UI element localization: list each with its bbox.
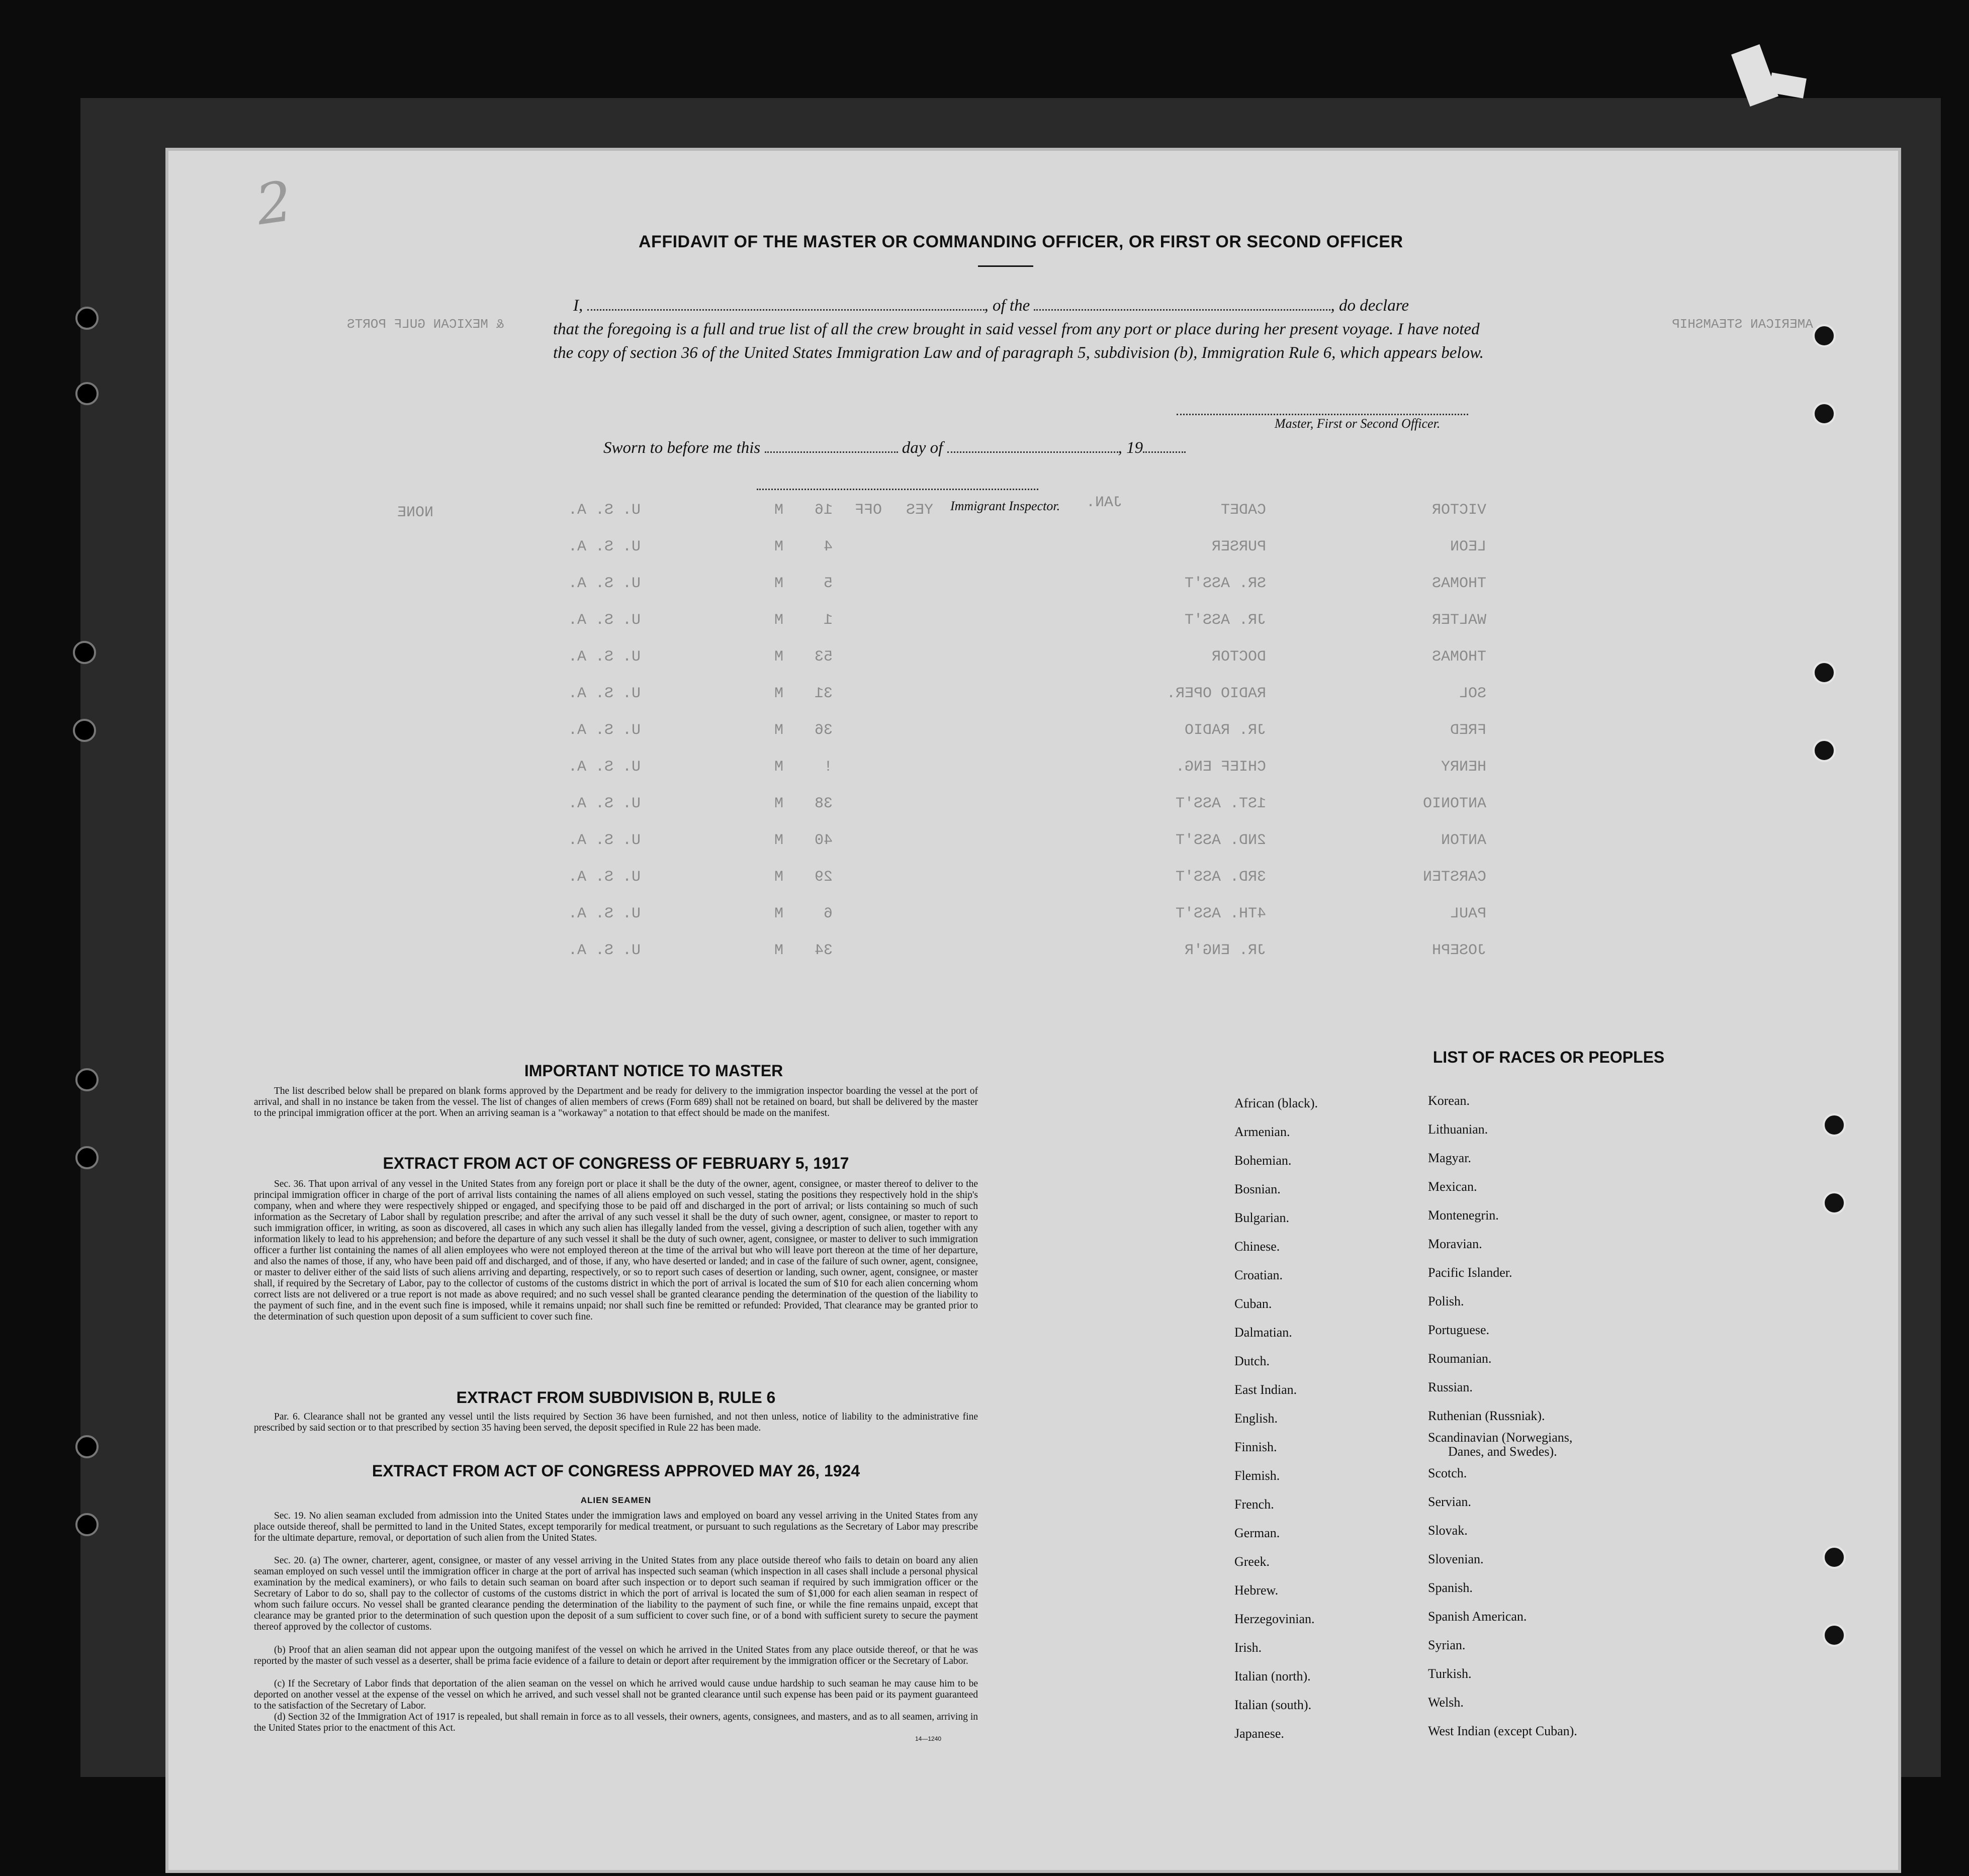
binder-hole [75,382,99,405]
affidavit-line-1 [553,294,1498,318]
race-item: Finnish. [1234,1440,1277,1454]
race-item: Ruthenian (Russniak). [1428,1409,1545,1423]
affidavit-of-the: , of the [984,297,1030,315]
binder-hole [75,307,99,330]
bleed-through-ship-date: JAN. [1086,494,1123,511]
race-item: Scandinavian (Norwegians, [1428,1430,1573,1445]
binder-hole [1813,402,1836,425]
alien-seamen-subtitle: ALIEN SEAMEN [580,1495,652,1505]
binder-hole [75,1146,99,1169]
races-list-title: LIST OF RACES OR PEOPLES [1433,1048,1665,1066]
binder-hole [1813,324,1836,347]
affidavit-do-declare: , do declare [1330,297,1409,315]
race-item: Russian. [1428,1380,1473,1394]
important-notice-text: The list described below shall be prepared on blank forms approved by the Department and be ready for delivery to the immigration inspector boarding the vessel at the port of arrival, and shall in no instance be taken from the vessel. The list of changes of alien members of crews (Form 689) shall not be retained on board, but shall be delivered by the master to the principal immigration officer at the port. When an arriving seaman is a "workaway" a notation to that effect should be made on the manifest. [254,1086,978,1118]
race-item: Korean. [1428,1093,1470,1108]
inspector-signature-line[interactable] [757,489,1038,490]
affidavit-i: I, [573,297,583,315]
race-item: Polish. [1428,1294,1464,1308]
title-underline [978,265,1033,267]
race-item: Bohemian. [1234,1153,1292,1168]
sworn-year-field[interactable] [1143,436,1186,453]
binder-hole [1823,1546,1846,1569]
race-item: Syrian. [1428,1638,1466,1652]
race-item: Montenegrin. [1428,1208,1499,1223]
binder-hole [73,641,96,664]
race-item: Portuguese. [1428,1323,1490,1337]
sworn-statement [603,436,1186,457]
race-item: Bulgarian. [1234,1210,1290,1225]
race-item: Flemish. [1234,1468,1280,1483]
race-item: Italian (north). [1234,1669,1311,1683]
race-item: Italian (south). [1234,1698,1312,1712]
race-item: Scotch. [1428,1466,1467,1480]
binder-hole [1823,1624,1846,1647]
sworn-day-field[interactable] [765,436,898,453]
race-item: Turkish. [1428,1666,1472,1681]
race-item: Mexican. [1428,1179,1477,1194]
extract-1924-sec20c: (c) If the Secretary of Labor finds that deportation of the alien seaman on the vessel on which he arrived would cause undue hardship to such seaman he may cause him to be deported on another vessel at the expense of the vessel on which he arrived, and such vessel shall not be granted clearance until such expense has been paid or its payment guaranteed to the satisfaction of the Secretary of Labor. [254,1678,978,1711]
extract-1924-sec19: Sec. 19. No alien seaman excluded from admission into the United States under the immigration laws and employed on board any vessel arriving in the United States from any place outside thereof, shall be permitted to land in the United States, except temporarily for medical treatment, or pursuant to such regulations as the Secretary of Labor may prescribe for the ultimate departure, removal, or deportation of such alien from the United States. [254,1511,978,1543]
bleed-through-age-column: 16 4 5 1 53 31 36 ! 38 40 29 6 34 [815,502,833,959]
sworn-text-a: Sworn to before me this [603,439,761,457]
race-item: Lithuanian. [1428,1122,1488,1137]
race-item: Irish. [1234,1640,1262,1655]
master-signature-label: Master, First or Second Officer. [1275,416,1441,431]
extract-1917-text: Sec. 36. That upon arrival of any vessel in the United States from any foreign port or place it shall be the duty of the owner, agent, consignee, or master thereof to deliver to the principal immigration officer in charge of the port of arrival lists containing the names of all aliens employed on such vessel, stating the positions they respectively hold in the ship's company, when and where they were respectively shipped or engaged, and specifying those to be paid off and discharged in the port of arrival; or lists containing so much of such information as the Secretary of Labor shall by regulation prescribe; and after the arrival of any such vessel it shall be the duty of such owner, agent, consignee, or master to report to such immigration officer, in writing, as soon as discovered, all cases in which any such alien has illegally landed from the vessel, giving a description of such alien, together with any information likely to lead to his apprehension; and before the departure of any such vessel it shall be the duty of such owner, agent, consignee, or master to deliver to such immigration officer a further list containing the names of all alien employees who were not employed thereon at the time of the arrival but who will leave port thereon at the time of her departure, and also the names of those, if any, who have been paid off and discharged, and of those, if any, who have deserted or landed; and in case of the failure of such owner, agent, consignee, or master to deliver either of the said lists of such aliens arriving and departing, respectively, or so to report such cases of desertion or landing, such owner, agent, consignee, or master shall, if required by the Secretary of Labor, pay to the collector of customs of the customs district in which the port of arrival is located the sum of $10 for each alien concerning whom correct lists are not delivered or a true report is not made as above required; and no such vessel shall be granted clearance pending the determination of the question of the liability to the payment of such fine, and in the event such fine is imposed, while it remains unpaid; nor shall such fine be remitted or refunded: Provided, That clearance may be granted prior to the determination of such question upon deposit of a sum sufficient to cover such fine. [254,1179,978,1322]
extract-rule6-title: EXTRACT FROM SUBDIVISION B, RULE 6 [456,1388,776,1406]
race-item: African (black). [1234,1096,1318,1110]
race-item: Croatian. [1234,1268,1283,1282]
extract-1917-title: EXTRACT FROM ACT OF CONGRESS OF FEBRUARY 5, 1917 [383,1154,849,1172]
sworn-text-c: , 19 [1118,439,1143,457]
extract-1924-sec20a: Sec. 20. (a) The owner, charterer, agent, consignee, or master of any vessel arriving in the United States from any place outside thereof who fails to detain on board any alien seaman employed on such vessel until the immigration officer in charge at the port of arrival has inspected such seaman (which inspection in all cases shall include a personal physical examination by the medical examiners), or who fails to detain such seaman on board after such inspection or to deport such seaman if required by such immigration officer or the Secretary of Labor to do so, shall pay to the collector of customs of the customs district in which the port of arrival is located the sum of $1,000 for each alien seaman in respect of whom such failure occurs. No vessel shall be granted clearance pending the determination of the liability to the payment of such fine, or while the fine remains unpaid, except that clearance may be granted prior to the determination of such question upon the deposit of a sum sufficient to cover such fine, or of a bond with sufficient surety to secure the payment thereof approved by the collector of customs. [254,1555,978,1632]
race-item: East Indian. [1234,1382,1297,1397]
handwritten-page-number: 2 [252,168,296,238]
bleed-through-nationality-column: U. S. A. U. S. A. U. S. A. U. S. A. U. S. A. U. S. A. U. S. A. U. S. A. U. S. A. U. S. A. U. S. A. U. S. A. U. S. A. [568,502,641,959]
race-item: Slovenian. [1428,1552,1484,1566]
affidavit-title: AFFIDAVIT OF THE MASTER OR COMMANDING OFFICER, OR FIRST OR SECOND OFFICER [639,232,1403,251]
extract-1924-sec20d: (d) Section 32 of the Immigration Act of 1917 is repealed, but shall remain in force as to all vessels, their owners, agents, consignees, and masters, and as to all seamen, arriving in the United States prior to the enactment of this Act. [254,1712,978,1733]
race-item: Roumanian. [1428,1351,1492,1366]
race-item: Moravian. [1428,1237,1482,1251]
binder-hole [1813,739,1836,762]
race-item: German. [1234,1526,1280,1540]
bleed-through-position-column: CADET PURSER SR. ASS'T JR. ASS'T DOCTOR RADIO OPER. JR. RADIO CHIEF ENG. 1ST. ASS'T 2ND. ASS'T 3RD. ASS'T 4TH. ASS'T JR. ENG'R [1167,502,1267,959]
binder-hole [75,1435,99,1458]
race-item: Cuban. [1234,1296,1272,1311]
binder-hole [73,719,96,742]
bleed-through-remarks: NONE [397,504,434,521]
bleed-through-header: AMERICAN STEAMSHIP [1672,317,1813,332]
race-item: Japanese. [1234,1726,1284,1741]
affidavit-text: that the foregoing is a full and true list of all the crew brought in said vessel from any port or place during her present voyage. I have noted the copy of section 36 of the United States Immigration Law and of paragraph 5, subdivision (b), Immigration Rule 6, which appears below. [553,320,1484,362]
race-item: Pacific Islander. [1428,1265,1512,1280]
race-item: Welsh. [1428,1695,1464,1710]
race-item: Servian. [1428,1494,1471,1509]
race-item: West Indian (except Cuban). [1428,1724,1577,1738]
race-item: Chinese. [1234,1239,1280,1254]
race-item: Armenian. [1234,1124,1290,1139]
binder-hole [1813,661,1836,684]
bleed-through-header: & MEXICAN GULF PORTS [347,317,504,332]
extract-1924-title: EXTRACT FROM ACT OF CONGRESS APPROVED MAY 26, 1924 [372,1462,860,1480]
race-item: Danes, and Swedes). [1448,1444,1557,1459]
binder-hole [1823,1191,1846,1214]
important-notice-title: IMPORTANT NOTICE TO MASTER [524,1062,783,1080]
binder-hole [75,1513,99,1536]
race-item: Magyar. [1428,1151,1471,1165]
race-item: French. [1234,1497,1274,1512]
race-item: Bosnian. [1234,1182,1281,1196]
binder-hole [1823,1113,1846,1137]
vessel-name-field[interactable] [1034,294,1330,311]
race-item: Slovak. [1428,1523,1468,1538]
bleed-through-yes-off: YES OFF [855,502,934,519]
master-signature-line[interactable] [1177,414,1468,415]
race-item: Dalmatian. [1234,1325,1292,1340]
race-item: Herzegovinian. [1234,1612,1315,1626]
sworn-month-field[interactable] [947,436,1118,453]
officer-name-field[interactable] [587,294,984,311]
race-item: Greek. [1234,1554,1270,1569]
race-item: English. [1234,1411,1278,1426]
sworn-text-b: day of [902,439,943,457]
form-number: 14—1240 [915,1735,942,1742]
race-item: Spanish. [1428,1580,1473,1595]
affidavit-body [553,294,1498,365]
race-item: Spanish American. [1428,1609,1527,1624]
race-item: Dutch. [1234,1354,1270,1368]
bleed-through-given-name-column: VICTOR LEON THOMAS WALTER THOMAS SOL FRED HENRY ANTONIO ANTON CARSTEN PAUL JOSEPH [1423,502,1487,959]
race-item: Hebrew. [1234,1583,1279,1598]
extract-rule6-text: Par. 6. Clearance shall not be granted any vessel until the lists required by Section 36 have been furnished, and not then unless, notice of liability to the administrative fine prescribed by said section or to that prescribed by section 35 having been served, the deposit specified in Rule 22 has been made. [254,1412,978,1433]
extract-1924-sec20b: (b) Proof that an alien seaman did not appear upon the outgoing manifest of the vessel on which he arrived in the United States from any place outside thereof, or that he was reported by the master of such vessel as a deserter, shall be prima facie evidence of a failure to detain or deport after requirement by the immigration officer or the Secretary of Labor. [254,1645,978,1666]
bleed-through-sex-column: M M M M M M M M M M M M M [774,502,784,959]
binder-hole [75,1068,99,1091]
inspector-signature-label: Immigrant Inspector. [950,499,1060,513]
